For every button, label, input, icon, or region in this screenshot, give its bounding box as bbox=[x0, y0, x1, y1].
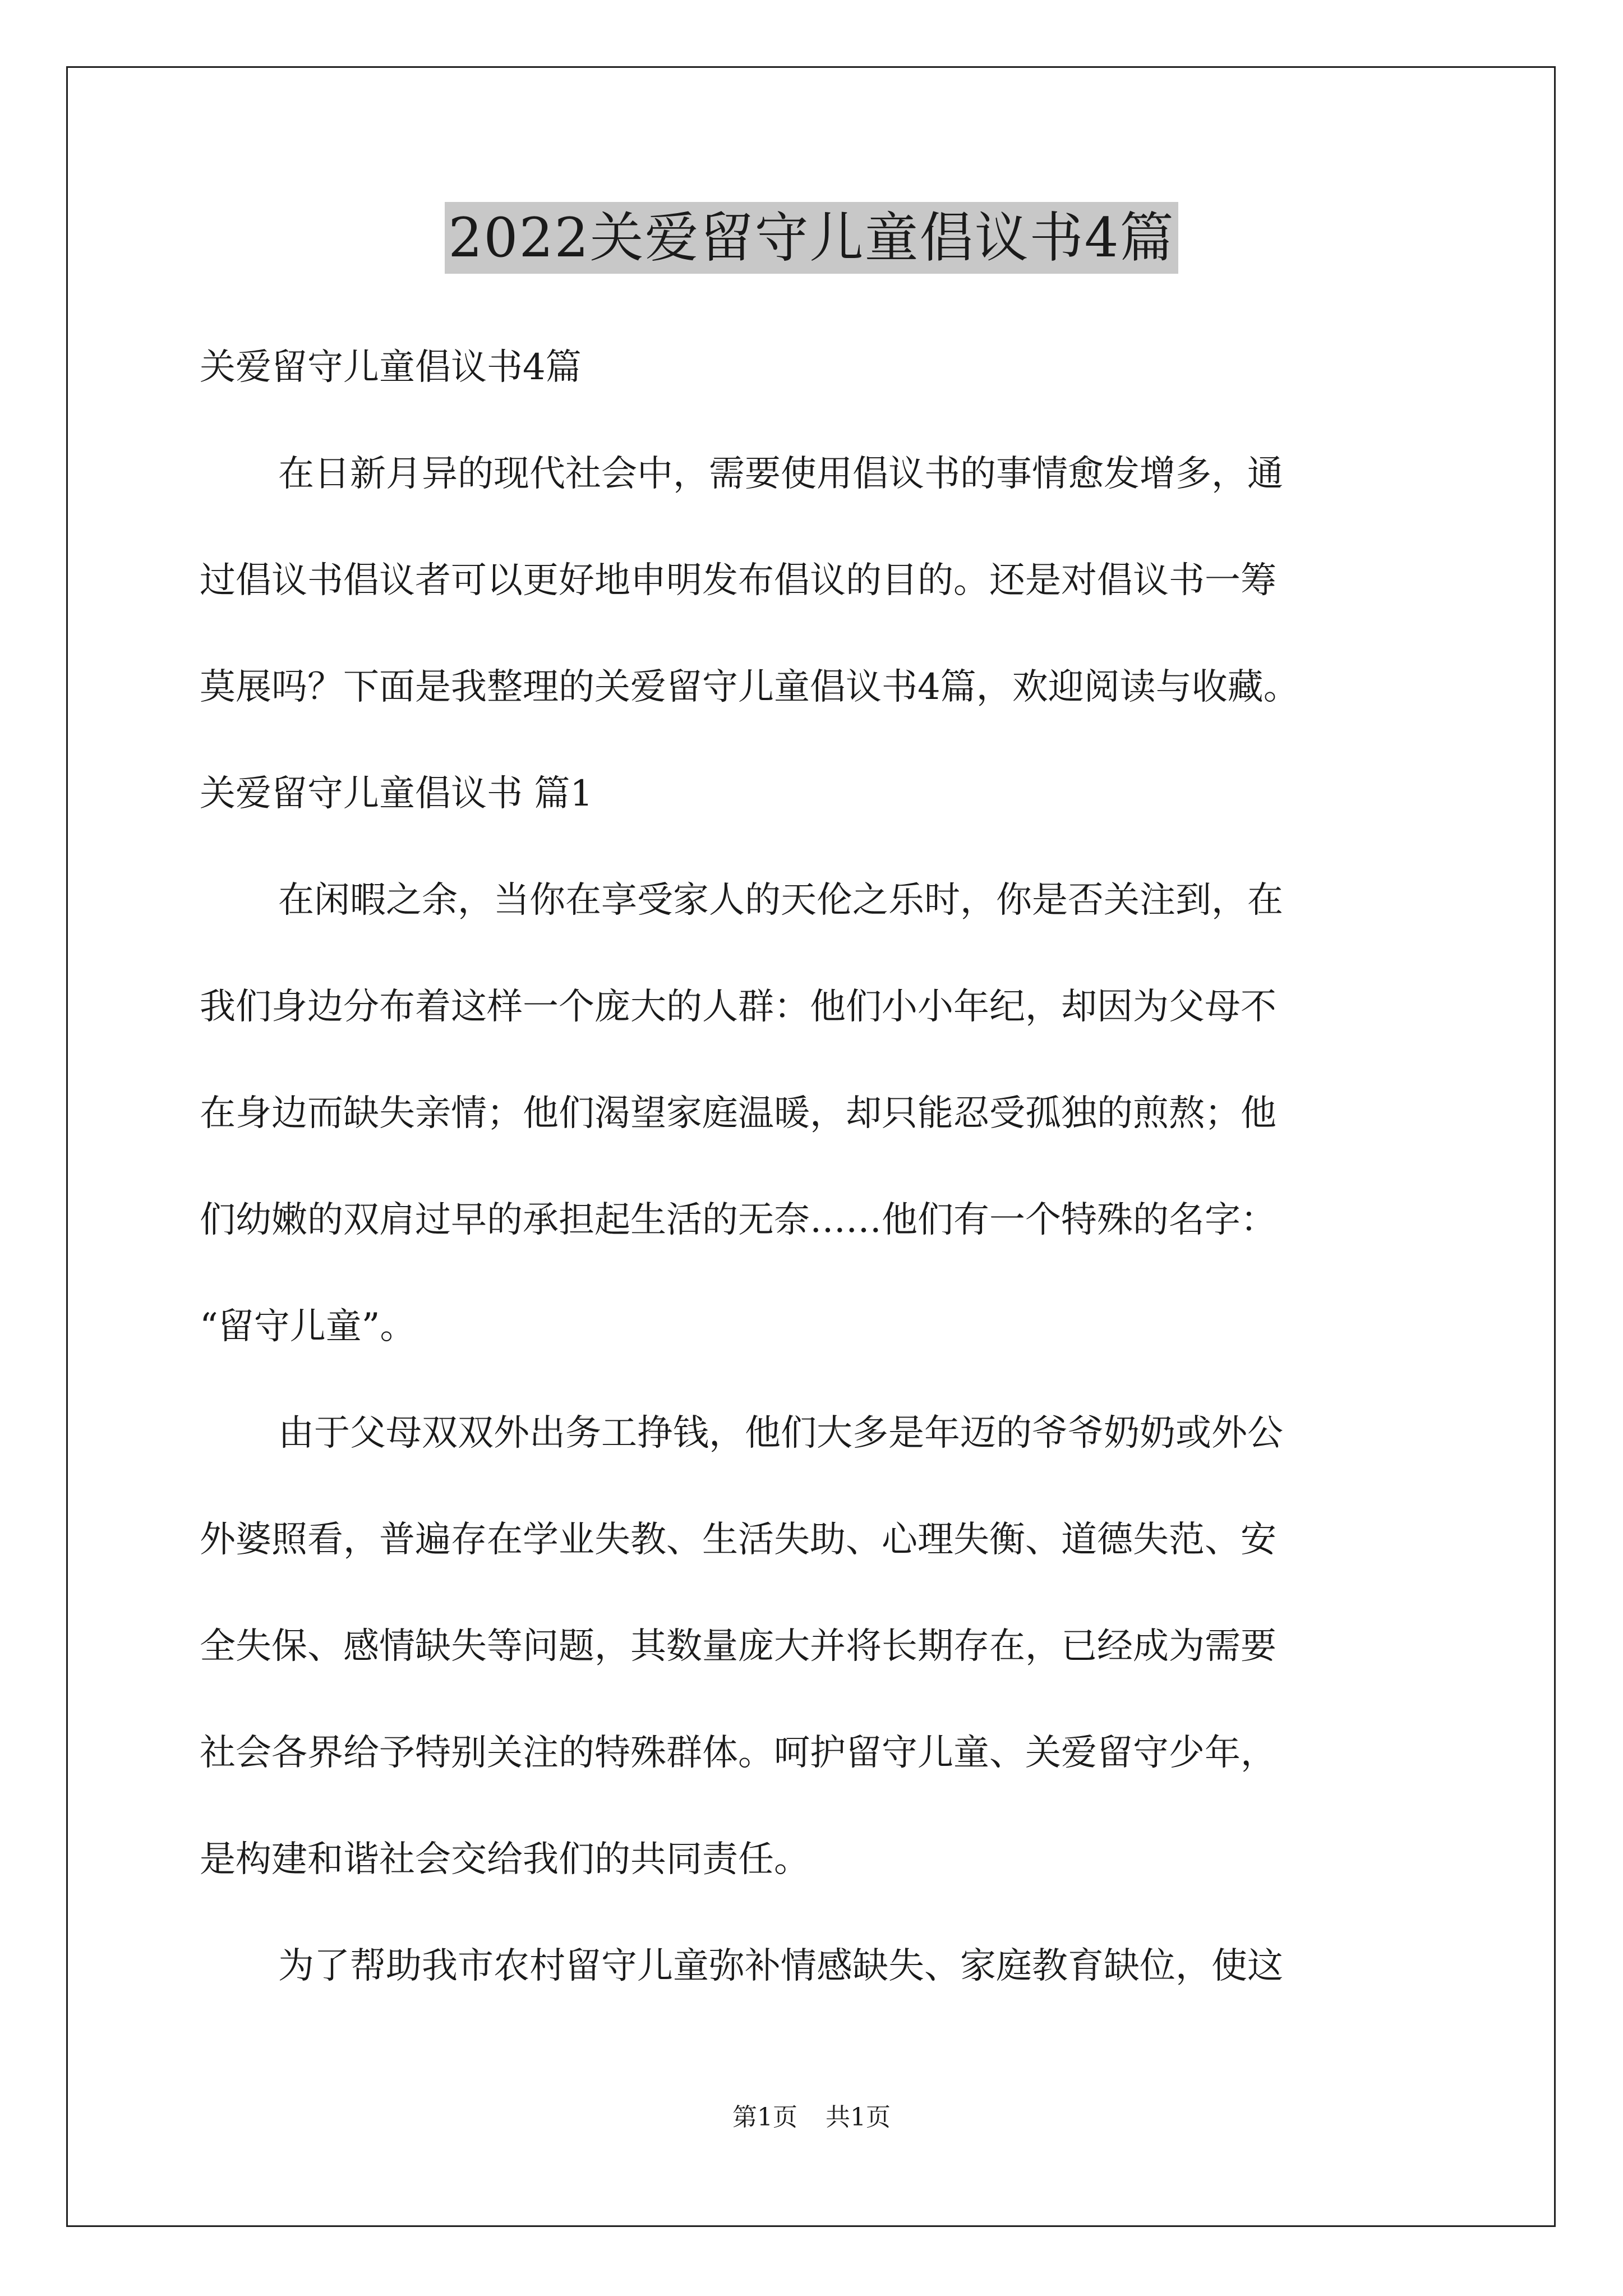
body-line: 全失保、感情缺失等问题，其数量庞大并将长期存在，已经成为需要 bbox=[200, 1626, 1276, 1667]
title-container bbox=[0, 202, 1623, 274]
body-line: 社会各界给予特别关注的特殊群体。呵护留守儿童、关爱留守少年， bbox=[200, 1732, 1276, 1774]
body-line: 由于父母双双外出务工挣钱，他们大多是年迈的爷爷奶奶或外公 bbox=[278, 1412, 1283, 1454]
subtitle-line: 关爱留守儿童倡议书4篇 bbox=[200, 347, 582, 388]
body-line: 是构建和谐社会交给我们的共同责任。 bbox=[200, 1839, 810, 1880]
body-line: 外婆照看，普遍存在学业失教、生活失助、心理失衡、道德失范、安 bbox=[200, 1519, 1276, 1561]
page-number: 第1页 bbox=[732, 2103, 797, 2132]
body-line: 过倡议书倡议者可以更好地申明发布倡议的目的。还是对倡议书一筹 bbox=[200, 560, 1276, 601]
page-footer bbox=[0, 2101, 1623, 2134]
body-line: 在身边而缺失亲情；他们渴望家庭温暖，却只能忍受孤独的煎熬；他 bbox=[200, 1093, 1276, 1134]
body-line: 在日新月异的现代社会中，需要使用倡议书的事情愈发增多，通 bbox=[278, 453, 1283, 495]
document-title: 2022关爱留守儿童倡议书4篇 bbox=[445, 202, 1178, 274]
body-line: 为了帮助我市农村留守儿童弥补情感缺失、家庭教育缺位，使这 bbox=[278, 1945, 1283, 1987]
document-body bbox=[200, 314, 1456, 2019]
body-line: “留守儿童”。 bbox=[200, 1306, 416, 1347]
page-total: 共1页 bbox=[826, 2103, 891, 2132]
body-line: 我们身边分布着这样一个庞大的人群：他们小小年纪，却因为父母不 bbox=[200, 986, 1276, 1028]
body-line: 莫展吗？下面是我整理的关爱留守儿童倡议书4篇，欢迎阅读与收藏。 bbox=[200, 666, 1299, 708]
body-line: 在闲暇之余，当你在享受家人的天伦之乐时，你是否关注到，在 bbox=[278, 880, 1283, 921]
section-heading: 关爱留守儿童倡议书 篇1 bbox=[200, 773, 593, 815]
body-line: 们幼嫩的双肩过早的承担起生活的无奈……他们有一个特殊的名字： bbox=[200, 1199, 1276, 1241]
